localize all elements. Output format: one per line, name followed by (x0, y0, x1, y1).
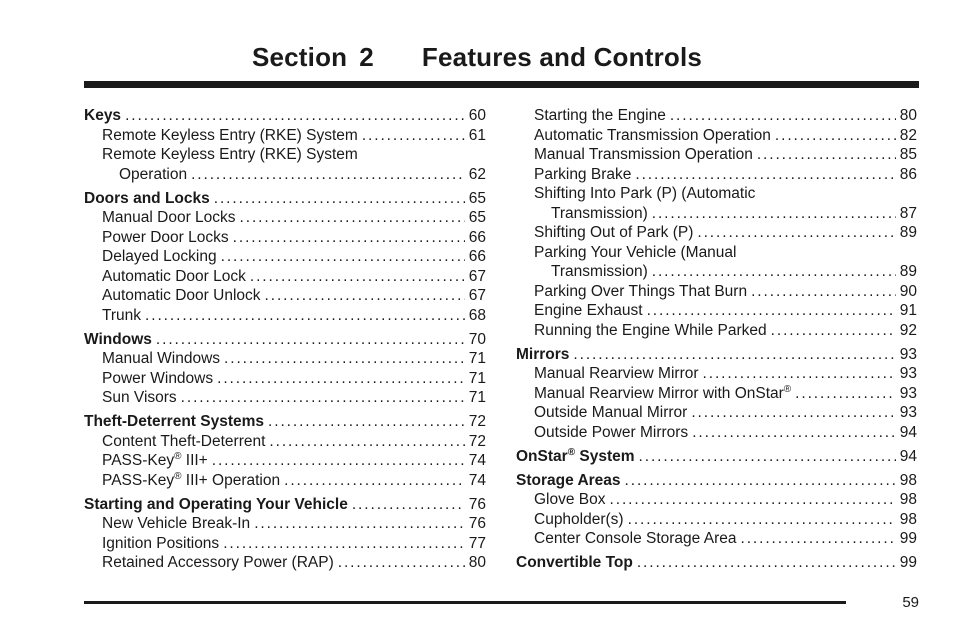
dot-leader (240, 208, 465, 228)
toc-entry-label: Automatic Door Unlock (102, 287, 261, 304)
dot-leader (217, 369, 465, 389)
toc-entry-label: Running the Engine While Parked (534, 321, 767, 339)
toc-page-number: 74 (468, 471, 486, 489)
dot-leader (145, 306, 465, 326)
toc-entry-label: Outside Manual Mirror (534, 404, 688, 421)
toc-entry-label-suffix: III+ (181, 452, 208, 469)
dot-leader (610, 490, 896, 510)
toc-entry-label-continued: Transmission) (551, 263, 648, 280)
dot-leader (670, 106, 896, 126)
toc-entry-text (84, 330, 152, 350)
toc-entry-text (516, 345, 569, 365)
toc-entry[interactable] (516, 384, 917, 404)
dot-leader (775, 126, 896, 146)
toc-entry-label: Outside Power Mirrors (534, 423, 689, 441)
toc-heading-entry[interactable] (84, 106, 486, 126)
toc-page-number: 93 (899, 384, 917, 402)
toc-entry-text (534, 106, 666, 126)
toc-entry[interactable] (516, 423, 917, 443)
toc-entry-label: Parking Over Things That Burn (534, 282, 748, 300)
toc-entry-label-suffix: System (575, 447, 635, 465)
toc-entry[interactable] (84, 228, 486, 248)
toc-entry-label: Glove Box (534, 491, 606, 508)
toc-heading-entry[interactable] (516, 553, 917, 573)
dot-leader (691, 403, 895, 423)
toc-entry-text (102, 228, 229, 248)
toc-entry-label: Sun Visors (102, 389, 177, 406)
dot-leader (703, 364, 896, 384)
toc-entry-text (102, 471, 280, 491)
dot-leader (635, 165, 895, 185)
toc-heading-entry[interactable] (516, 345, 917, 365)
toc-entry[interactable] (84, 534, 486, 554)
toc-entry-label: Mirrors (516, 345, 570, 363)
dot-leader (652, 204, 896, 224)
toc-entry-label: Retained Accessory Power (RAP) (102, 554, 334, 571)
dot-leader (352, 495, 465, 515)
toc-entry-label: Theft-Deterrent Systems (84, 413, 265, 430)
toc-page-number: 89 (899, 263, 917, 280)
toc-entry-text (102, 514, 250, 534)
toc-entry-text (102, 388, 177, 408)
toc-page-number: 93 (899, 365, 917, 382)
toc-entry-label: Center Console Storage Area (534, 530, 737, 547)
bottom-rule (84, 601, 846, 604)
toc-entry-label: Doors and Locks (84, 189, 210, 207)
dot-leader (740, 529, 895, 549)
toc-entry-label: Cupholder(s) (534, 510, 624, 528)
toc-entry[interactable] (84, 471, 486, 491)
toc-entry[interactable] (516, 510, 917, 530)
toc-page-number: 66 (468, 248, 486, 265)
toc-entry-text (534, 490, 606, 510)
toc-entry[interactable] (516, 490, 917, 510)
toc-entry-text (516, 553, 633, 573)
toc-page-number: 61 (468, 126, 486, 144)
toc-entry-text (102, 247, 217, 267)
registered-mark: ® (174, 450, 182, 462)
toc-entry-label: Manual Door Locks (102, 209, 236, 226)
toc-page-number: 86 (899, 165, 917, 183)
toc-page-number: 65 (468, 189, 486, 207)
toc-entry[interactable] (516, 243, 917, 282)
section-title (0, 42, 954, 73)
toc-page-number: 98 (899, 491, 917, 508)
toc-entry[interactable] (516, 126, 917, 146)
toc-page-number: 66 (468, 228, 486, 246)
toc-page-number: 67 (468, 287, 486, 304)
toc-entry-text (534, 364, 699, 384)
toc-page-number: 93 (899, 404, 917, 421)
toc-entry-label: Parking Your Vehicle (Manual (534, 243, 737, 261)
section-number: 2 (359, 42, 374, 72)
toc-heading-entry[interactable] (516, 471, 917, 491)
toc-entry-label: Starting and Operating Your Vehicle (84, 495, 348, 513)
dot-leader (573, 345, 895, 365)
toc-entry-label: Manual Rearview Mirror with OnStar (534, 384, 784, 402)
toc-entry-label: Trunk (102, 306, 142, 324)
toc-entry-label: Automatic Transmission Operation (534, 126, 771, 144)
dot-leader (254, 514, 465, 534)
dot-leader (637, 553, 896, 573)
section-heading: Features and Controls (421, 42, 703, 72)
toc-entry[interactable] (84, 247, 486, 267)
toc-entry-text (102, 349, 220, 369)
toc-entry[interactable] (516, 529, 917, 549)
toc-page-number: 98 (899, 471, 917, 489)
toc-entry-text (102, 451, 208, 471)
toc-page-number: 71 (468, 389, 486, 406)
toc-entry-label: Parking Brake (534, 165, 632, 183)
toc-page-number: 99 (899, 530, 917, 547)
dot-leader (284, 471, 465, 491)
toc-page-number: 71 (468, 350, 486, 367)
toc-page-number: 87 (899, 204, 917, 222)
dot-leader (233, 228, 465, 248)
toc-entry-label-continued: Operation (119, 165, 188, 183)
dot-leader (212, 451, 465, 471)
toc-entry-text (534, 282, 747, 302)
toc-entry-label: Delayed Locking (102, 248, 217, 265)
toc-entry[interactable] (84, 514, 486, 534)
toc-entry-label: OnStar (516, 447, 568, 465)
toc-heading-entry[interactable] (84, 412, 486, 432)
toc-page-number: 67 (468, 267, 486, 285)
toc-entry-text (102, 553, 334, 573)
toc-page-number: 93 (899, 345, 917, 363)
toc-entry[interactable] (516, 282, 917, 302)
toc-entry-label: Ignition Positions (102, 534, 220, 552)
toc-entry-text (84, 189, 210, 209)
toc-entry[interactable] (84, 349, 486, 369)
toc-entry[interactable] (516, 145, 917, 165)
toc-entry-text (534, 321, 767, 341)
toc-entry-label: Convertible Top (516, 554, 633, 571)
top-rule (84, 81, 919, 88)
toc-entry-text (102, 369, 213, 389)
toc-page-number: 62 (468, 165, 486, 183)
toc-page-number: 89 (899, 224, 917, 241)
toc-entry-text (534, 223, 693, 243)
toc-page-number: 99 (899, 554, 917, 571)
toc-entry-text (102, 267, 246, 287)
toc-entry-label: Automatic Door Lock (102, 267, 246, 285)
toc-entry-label: Engine Exhaust (534, 302, 643, 319)
dot-leader (639, 447, 896, 467)
toc-entry[interactable] (516, 184, 917, 223)
toc-entry[interactable] (516, 223, 917, 243)
toc-entry-label: Storage Areas (516, 471, 621, 489)
toc-entry-text (534, 165, 631, 185)
toc-heading-entry[interactable] (84, 189, 486, 209)
toc-entry-text (516, 471, 621, 491)
registered-mark: ® (567, 446, 576, 458)
toc-entry-text (102, 126, 358, 146)
toc-entry-text (534, 126, 771, 146)
toc-entry-label: PASS-Key (102, 452, 175, 469)
dot-leader (250, 267, 465, 287)
toc-entry[interactable] (84, 208, 486, 228)
dot-leader (181, 388, 465, 408)
toc-entry[interactable] (84, 306, 486, 326)
toc-right-column (516, 106, 917, 573)
toc-entry-label: New Vehicle Break-In (102, 515, 251, 532)
dot-leader (697, 223, 895, 243)
toc-page-number: 80 (899, 107, 917, 124)
toc-entry-text (84, 412, 264, 432)
registered-mark: ® (174, 470, 182, 482)
toc-entry[interactable] (84, 145, 486, 184)
toc-page-number: 70 (468, 330, 486, 348)
registered-mark: ® (783, 383, 792, 395)
toc-entry-text (534, 423, 688, 443)
toc-entry-label: Starting the Engine (534, 107, 666, 124)
toc-page-number: 98 (899, 510, 917, 528)
dot-leader (156, 330, 465, 350)
toc-left-column (84, 106, 486, 573)
toc-entry-label: Shifting Out of Park (P) (534, 224, 694, 241)
toc-entry-text (534, 403, 687, 423)
toc-entry[interactable] (516, 403, 917, 423)
dot-leader (125, 106, 465, 126)
toc-entry-text (84, 495, 348, 515)
section-word: Section (251, 42, 348, 72)
dot-leader (269, 432, 464, 452)
toc-entry-text (102, 432, 265, 452)
dot-leader (757, 145, 896, 165)
toc-page-number: 94 (899, 423, 917, 441)
page-number: 59 (902, 594, 919, 611)
toc-page-number: 94 (899, 447, 917, 465)
dot-leader (647, 301, 896, 321)
toc-entry-text (102, 208, 236, 228)
toc-page-number: 82 (899, 126, 917, 144)
toc-page-number: 85 (899, 146, 917, 163)
dot-leader (362, 126, 465, 146)
dot-leader (338, 553, 465, 573)
toc-entry[interactable] (84, 286, 486, 306)
toc-page-number: 68 (468, 306, 486, 324)
dot-leader (652, 262, 896, 282)
toc-entry-label: Manual Windows (102, 350, 221, 367)
dot-leader (268, 412, 465, 432)
toc-entry[interactable] (84, 451, 486, 471)
toc-entry[interactable] (84, 369, 486, 389)
toc-entry-label: Remote Keyless Entry (RKE) System (102, 146, 358, 163)
toc-page-number: 80 (468, 554, 486, 571)
toc-entry[interactable] (84, 126, 486, 146)
dot-leader (214, 189, 465, 209)
toc-page-number: 60 (468, 107, 486, 124)
toc-page-number: 65 (468, 209, 486, 226)
toc-page-number: 71 (468, 369, 486, 387)
toc-entry[interactable] (84, 553, 486, 573)
dot-leader (625, 471, 896, 491)
toc-page-number: 92 (899, 321, 917, 339)
toc-entry-label: PASS-Key (102, 471, 175, 489)
toc-entry-text (534, 301, 643, 321)
toc-page-number: 76 (468, 515, 486, 532)
toc-page-number: 74 (468, 452, 486, 469)
toc-entry-label-continued: Transmission) (551, 204, 648, 222)
toc-entry-label: Manual Rearview Mirror (534, 365, 699, 382)
toc-heading-entry[interactable] (84, 330, 486, 350)
dot-leader (191, 165, 465, 185)
dot-leader (265, 286, 465, 306)
toc-entry-label: Keys (84, 107, 122, 124)
dot-leader (223, 534, 465, 554)
toc-entry[interactable] (516, 301, 917, 321)
toc-entry-text (102, 534, 219, 554)
toc-page-number: 76 (468, 495, 486, 513)
dot-leader (692, 423, 896, 443)
toc-heading-entry[interactable] (516, 447, 917, 467)
toc-entry[interactable] (84, 388, 486, 408)
toc-entry-label: Windows (84, 330, 152, 348)
toc-page-number: 72 (468, 413, 486, 430)
toc-entry[interactable] (84, 267, 486, 287)
toc-page-number: 72 (468, 432, 486, 450)
toc-entry[interactable] (516, 364, 917, 384)
toc-entry-label: Content Theft-Deterrent (102, 432, 266, 450)
toc-entry-text (534, 529, 736, 549)
dot-leader (771, 321, 896, 341)
toc-page-number: 77 (468, 534, 486, 552)
toc-entry-text (534, 510, 624, 530)
dot-leader (221, 247, 465, 267)
dot-leader (224, 349, 465, 369)
toc-entry-text (534, 384, 791, 404)
toc-page-number: 90 (899, 282, 917, 300)
dot-leader (795, 384, 896, 404)
toc-entry-text (516, 447, 635, 467)
toc-entry[interactable] (516, 321, 917, 341)
toc-entry[interactable] (516, 106, 917, 126)
toc-entry-label: Manual Transmission Operation (534, 146, 753, 163)
toc-entry-label: Power Door Locks (102, 228, 229, 246)
toc-entry-label-suffix: III+ Operation (181, 471, 281, 489)
toc-entry-text (102, 286, 261, 306)
toc-entry-label: Power Windows (102, 369, 214, 387)
toc-page-number: 91 (899, 302, 917, 319)
dot-leader (628, 510, 896, 530)
toc-entry-text (84, 106, 121, 126)
toc-entry[interactable] (516, 165, 917, 185)
toc-entry[interactable] (84, 432, 486, 452)
toc-entry-text (534, 145, 753, 165)
toc-entry-label: Remote Keyless Entry (RKE) System (102, 126, 358, 144)
toc-entry-text (102, 306, 141, 326)
dot-leader (751, 282, 896, 302)
toc-entry-label: Shifting Into Park (P) (Automatic (534, 185, 756, 202)
toc-heading-entry[interactable] (84, 495, 486, 515)
